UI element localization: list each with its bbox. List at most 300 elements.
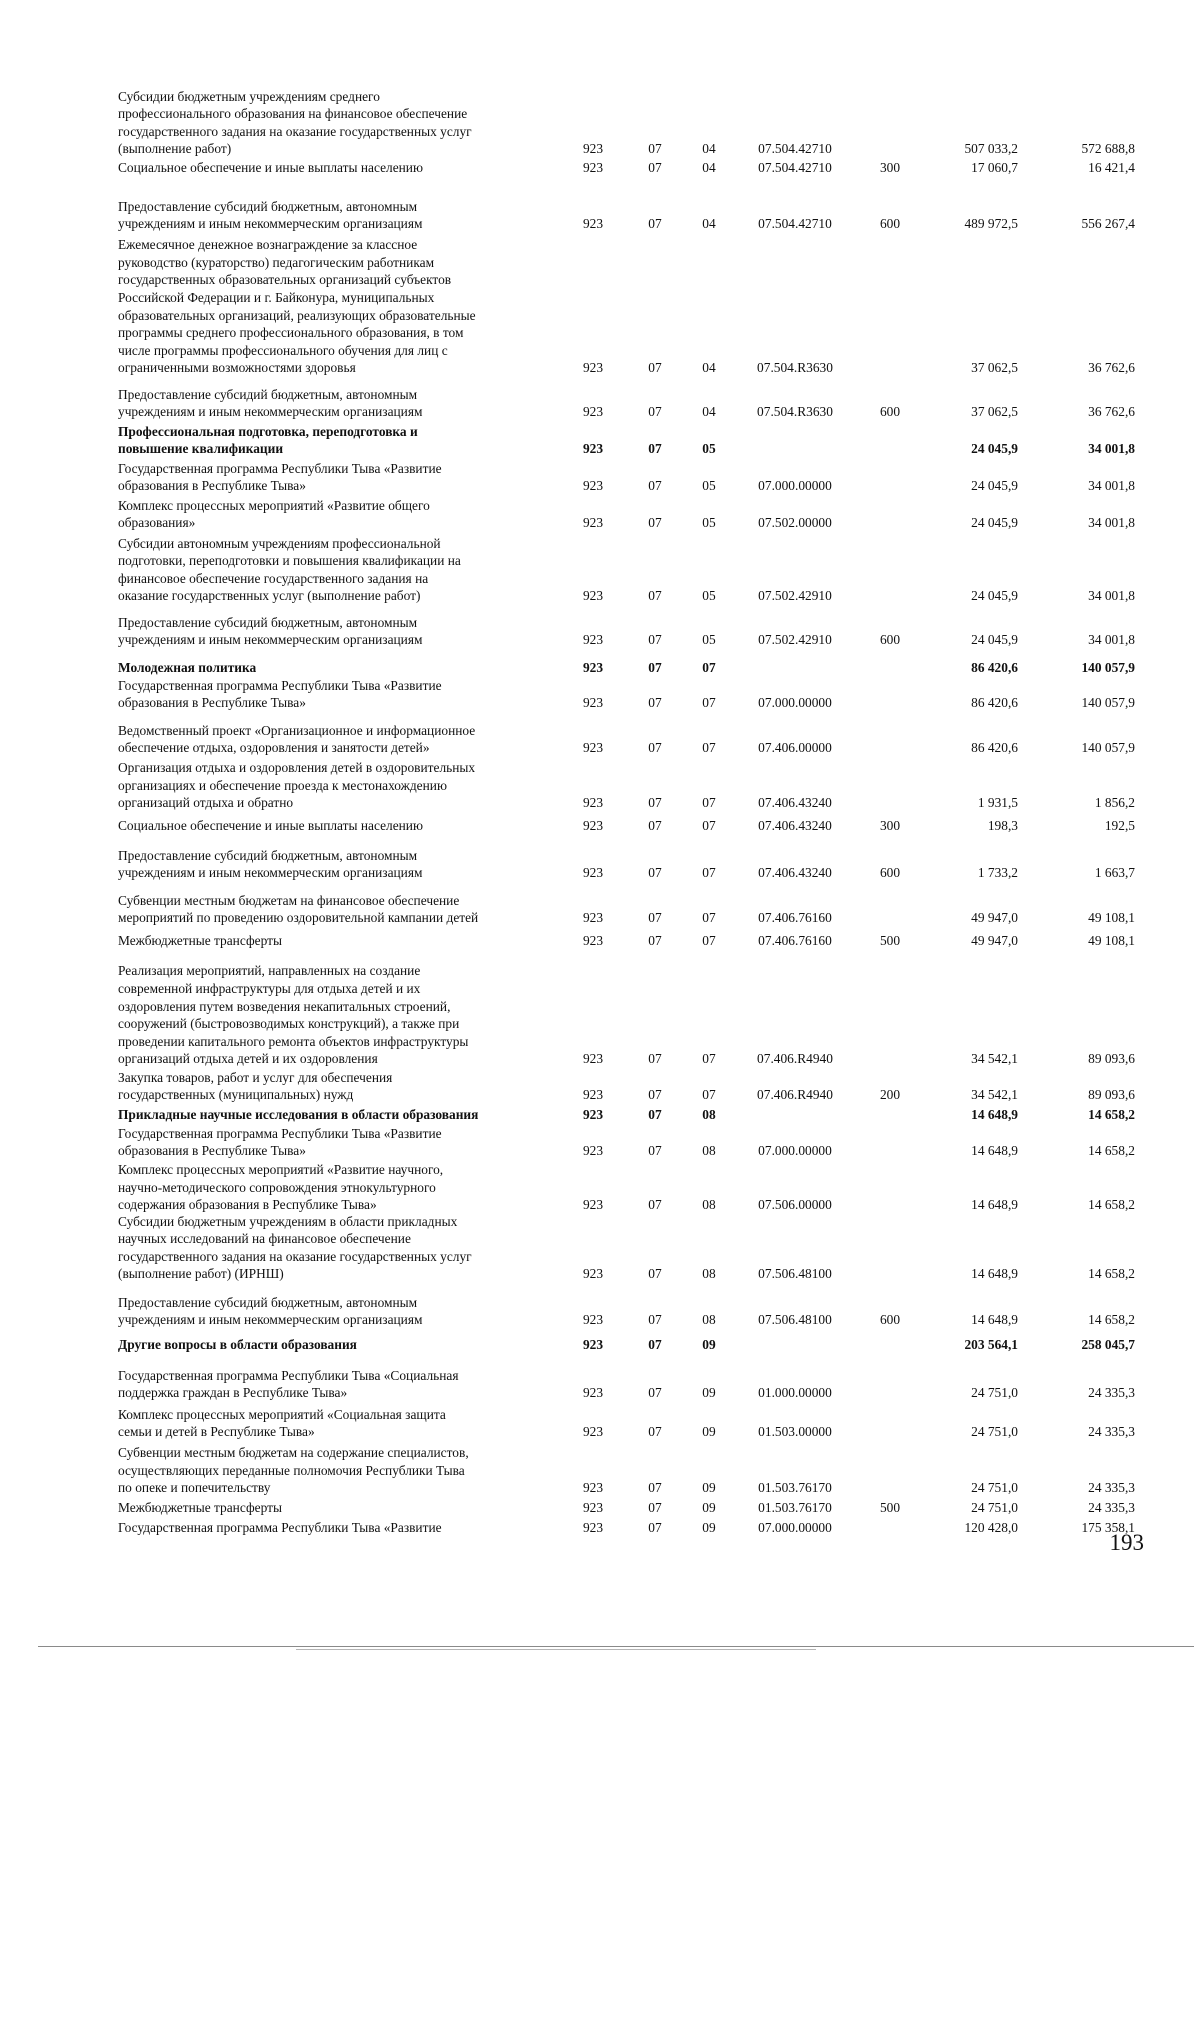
row-name	[118, 962, 546, 1068]
amount-year-1: 86 420,6	[971, 660, 1018, 676]
ved-code: 923	[582, 1337, 604, 1353]
ved-code: 923	[582, 1480, 604, 1496]
table-row	[0, 1497, 1200, 1517]
expense-type-code: 600	[879, 1312, 901, 1328]
target-article-code: 01.503.00000	[758, 1424, 832, 1440]
amount-year-2: 192,5	[1104, 818, 1135, 834]
amount-year-1: 34 542,1	[971, 1087, 1018, 1103]
amount-year-2: 34 001,8	[1088, 588, 1135, 604]
row-name-line: Комплекс процессных мероприятий «Развитие научного,	[118, 1162, 444, 1178]
row-name-line: организаций отдыха и обратно	[118, 795, 294, 811]
row-name-line: ограниченными возможностями здоровья	[118, 360, 356, 376]
row-name-line: Профессиональная подготовка, переподготовка и	[118, 423, 418, 439]
row-name-line: государственных образовательных организаций субъектов	[118, 272, 452, 288]
ved-code: 923	[582, 740, 604, 756]
section-code: 07	[648, 1520, 662, 1536]
target-article-code: 07.406.43240	[758, 865, 832, 881]
amount-year-2: 1 663,7	[1094, 865, 1135, 881]
section-code: 07	[648, 1087, 662, 1103]
amount-year-2: 14 658,2	[1088, 1107, 1135, 1123]
row-name	[118, 722, 546, 757]
table-row	[0, 237, 1200, 377]
amount-year-1: 49 947,0	[971, 933, 1018, 949]
row-name-line: Субсидии бюджетным учреждениям в области прикладных	[118, 1213, 458, 1229]
table-row	[0, 1125, 1200, 1160]
table-row	[0, 1406, 1200, 1441]
subsection-code: 07	[702, 910, 716, 926]
ved-code: 923	[582, 216, 604, 232]
expense-type-code: 500	[879, 933, 901, 949]
section-code: 07	[648, 478, 662, 494]
subsection-code: 09	[702, 1500, 716, 1516]
section-code: 07	[648, 1143, 662, 1159]
row-name-line: финансовое обеспечение государственного задания на	[118, 570, 429, 586]
row-name-line: Ежемесячное денежное вознаграждение за классное	[118, 237, 418, 253]
target-article-code: 07.506.48100	[758, 1266, 832, 1282]
amount-year-1: 24 751,0	[971, 1480, 1018, 1496]
row-name-line: учреждениям и иным некоммерческим организациям	[118, 404, 423, 420]
row-name	[118, 159, 546, 177]
amount-year-2: 175 358,1	[1081, 1520, 1135, 1536]
table-row	[0, 847, 1200, 882]
section-code: 07	[648, 660, 662, 676]
table-row	[0, 1162, 1200, 1214]
target-article-code: 07.000.00000	[758, 1520, 832, 1536]
subsection-code: 07	[702, 795, 716, 811]
amount-year-2: 24 335,3	[1088, 1480, 1135, 1496]
section-code: 07	[648, 933, 662, 949]
row-name-line: оказание государственных услуг (выполнение работ)	[118, 588, 421, 604]
row-name-line: образования в Республике Тыва»	[118, 478, 306, 494]
ved-code: 923	[582, 818, 604, 834]
subsection-code: 09	[702, 1337, 716, 1353]
subsection-code: 05	[702, 588, 716, 604]
amount-year-2: 34 001,8	[1088, 515, 1135, 531]
section-code: 07	[648, 1424, 662, 1440]
table-row	[0, 892, 1200, 927]
section-code: 07	[648, 632, 662, 648]
ved-code: 923	[582, 1520, 604, 1536]
ved-code: 923	[582, 1051, 604, 1067]
amount-year-1: 37 062,5	[971, 360, 1018, 376]
row-name-line: оздоровления путем возведения некапитальных строений,	[118, 998, 451, 1014]
ved-code: 923	[582, 660, 604, 676]
ved-code: 923	[582, 865, 604, 881]
ved-code: 923	[582, 695, 604, 711]
amount-year-1: 24 045,9	[971, 441, 1018, 457]
amount-year-2: 14 658,2	[1088, 1197, 1135, 1213]
subsection-code: 08	[702, 1197, 716, 1213]
amount-year-2: 49 108,1	[1088, 910, 1135, 926]
ved-code: 923	[582, 1087, 604, 1103]
amount-year-2: 34 001,8	[1088, 441, 1135, 457]
row-name	[118, 817, 546, 835]
row-name-line: руководство (кураторство) педагогическим работникам	[118, 254, 435, 270]
subsection-code: 07	[702, 933, 716, 949]
row-name-line: государственного задания на оказание государственных услуг	[118, 123, 472, 139]
table-row	[0, 677, 1200, 712]
page-bottom-line	[38, 1646, 1194, 1647]
table-row	[0, 535, 1200, 605]
ved-code: 923	[582, 160, 604, 176]
table-row	[0, 657, 1200, 677]
target-article-code: 07.406.43240	[758, 818, 832, 834]
row-name	[118, 1336, 546, 1354]
row-name	[118, 1519, 546, 1537]
amount-year-2: 14 658,2	[1088, 1143, 1135, 1159]
amount-year-1: 489 972,5	[964, 216, 1018, 232]
amount-year-1: 37 062,5	[971, 404, 1018, 420]
amount-year-1: 24 751,0	[971, 1500, 1018, 1516]
row-name	[118, 892, 546, 927]
subsection-code: 04	[702, 360, 716, 376]
row-name-line: Социальное обеспечение и иные выплаты населению	[118, 818, 423, 834]
target-article-code: 07.000.00000	[758, 1143, 832, 1159]
amount-year-2: 36 762,6	[1088, 360, 1135, 376]
table-row	[0, 1367, 1200, 1402]
subsection-code: 07	[702, 865, 716, 881]
ved-code: 923	[582, 141, 604, 157]
expense-type-code: 600	[879, 216, 901, 232]
expense-type-code: 500	[879, 1500, 901, 1516]
section-code: 07	[648, 360, 662, 376]
amount-year-2: 14 658,2	[1088, 1266, 1135, 1282]
row-name-line: профессионального образования на финансовое обеспечение	[118, 106, 468, 122]
subsection-code: 08	[702, 1266, 716, 1282]
expense-type-code: 300	[879, 818, 901, 834]
row-name	[118, 1161, 546, 1214]
amount-year-2: 140 057,9	[1081, 695, 1135, 711]
amount-year-1: 86 420,6	[971, 740, 1018, 756]
row-name	[118, 1125, 546, 1160]
subsection-code: 08	[702, 1143, 716, 1159]
amount-year-1: 34 542,1	[971, 1051, 1018, 1067]
subsection-code: 04	[702, 216, 716, 232]
row-name-line: Другие вопросы в области образования	[118, 1337, 357, 1353]
ved-code: 923	[582, 1312, 604, 1328]
table-row	[0, 930, 1200, 950]
amount-year-1: 49 947,0	[971, 910, 1018, 926]
row-name-line: учреждениям и иным некоммерческим организациям	[118, 216, 423, 232]
amount-year-1: 507 033,2	[964, 141, 1018, 157]
target-article-code: 07.506.48100	[758, 1312, 832, 1328]
row-name-line: учреждениям и иным некоммерческим организациям	[118, 865, 423, 881]
ved-code: 923	[582, 588, 604, 604]
subsection-code: 05	[702, 632, 716, 648]
row-name-line: современной инфраструктуры для отдыха детей и их	[118, 981, 421, 997]
row-name	[118, 1367, 546, 1402]
section-code: 07	[648, 795, 662, 811]
row-name-line: научных исследований на финансовое обеспечение	[118, 1231, 411, 1247]
row-name-line: Комплекс процессных мероприятий «Социальная защита	[118, 1406, 446, 1422]
row-name	[118, 236, 546, 377]
table-row	[0, 157, 1200, 177]
expense-type-code: 600	[879, 404, 901, 420]
expense-type-code: 300	[879, 160, 901, 176]
row-name-line: образования в Республике Тыва»	[118, 695, 306, 711]
target-article-code: 07.502.00000	[758, 515, 832, 531]
row-name-line: Закупка товаров, работ и услуг для обеспечения	[118, 1069, 393, 1085]
table-row	[0, 497, 1200, 532]
subsection-code: 07	[702, 818, 716, 834]
row-name-line: Межбюджетные трансферты	[118, 1500, 282, 1516]
target-article-code: 07.406.00000	[758, 740, 832, 756]
row-name	[118, 497, 546, 532]
amount-year-2: 556 267,4	[1081, 216, 1135, 232]
ved-code: 923	[582, 1424, 604, 1440]
amount-year-2: 49 108,1	[1088, 933, 1135, 949]
subsection-code: 07	[702, 1087, 716, 1103]
ved-code: 923	[582, 1500, 604, 1516]
ved-code: 923	[582, 515, 604, 531]
row-name-line: Предоставление субсидий бюджетным, автономным	[118, 1294, 418, 1310]
table-row	[0, 614, 1200, 649]
row-name-line: Субсидии бюджетным учреждениям среднего	[118, 88, 380, 104]
amount-year-1: 24 751,0	[971, 1385, 1018, 1401]
subsection-code: 07	[702, 1051, 716, 1067]
subsection-code: 09	[702, 1424, 716, 1440]
table-row	[0, 423, 1200, 458]
target-article-code: 07.504.42710	[758, 141, 832, 157]
target-article-code: 07.504.42710	[758, 160, 832, 176]
row-name-line: подготовки, переподготовки и повышения квалификации на	[118, 553, 461, 569]
amount-year-2: 258 045,7	[1081, 1337, 1135, 1353]
section-code: 07	[648, 160, 662, 176]
section-code: 07	[648, 404, 662, 420]
section-code: 07	[648, 141, 662, 157]
row-name	[118, 535, 546, 605]
ved-code: 923	[582, 933, 604, 949]
row-name-line: Межбюджетные трансферты	[118, 933, 282, 949]
row-name-line: Организация отдыха и оздоровления детей в оздоровительных	[118, 760, 476, 776]
row-name-line: обеспечение отдыха, оздоровления и занятости детей»	[118, 740, 430, 756]
row-name-line: образования»	[118, 515, 196, 531]
row-name-line: повышение квалификации	[118, 441, 284, 457]
row-name-line: Государственная программа Республики Тыва «Развитие	[118, 677, 442, 693]
ved-code: 923	[582, 910, 604, 926]
expense-type-code: 600	[879, 865, 901, 881]
amount-year-1: 14 648,9	[971, 1143, 1018, 1159]
row-name-line: государственных (муниципальных) нужд	[118, 1087, 354, 1103]
section-code: 07	[648, 1107, 662, 1123]
row-name	[118, 198, 546, 233]
row-name-line: государственного задания на оказание государственных услуг	[118, 1248, 472, 1264]
amount-year-1: 14 648,9	[971, 1266, 1018, 1282]
target-article-code: 07.000.00000	[758, 478, 832, 494]
row-name	[118, 460, 546, 495]
row-name-line: Ведомственный проект «Организационное и информационное	[118, 722, 476, 738]
row-name-line: мероприятий по проведению оздоровительной кампании детей	[118, 910, 479, 926]
row-name-line: Государственная программа Республики Тыва «Развитие	[118, 460, 442, 476]
table-row	[0, 1517, 1200, 1537]
subsection-code: 07	[702, 660, 716, 676]
amount-year-2: 34 001,8	[1088, 478, 1135, 494]
amount-year-2: 140 057,9	[1081, 740, 1135, 756]
subsection-code: 04	[702, 160, 716, 176]
subsection-code: 09	[702, 1520, 716, 1536]
ved-code: 923	[582, 404, 604, 420]
amount-year-2: 14 658,2	[1088, 1312, 1135, 1328]
section-code: 07	[648, 441, 662, 457]
row-name-line: содержания образования в Республике Тыва»	[118, 1197, 377, 1213]
target-article-code: 07.506.00000	[758, 1197, 832, 1213]
amount-year-1: 1 931,5	[977, 795, 1018, 811]
subsection-code: 05	[702, 478, 716, 494]
row-name	[118, 847, 546, 882]
row-name-line: семьи и детей в Республике Тыва»	[118, 1424, 315, 1440]
section-code: 07	[648, 1197, 662, 1213]
row-name	[118, 614, 546, 649]
row-name-line: Предоставление субсидий бюджетным, автономным	[118, 386, 418, 402]
row-name-line: организаций отдыха детей и их оздоровления	[118, 1051, 378, 1067]
row-name	[118, 1444, 546, 1497]
row-name-line: Государственная программа Республики Тыва «Развитие	[118, 1520, 442, 1536]
row-name-line: Прикладные научные исследования в области образования	[118, 1107, 479, 1123]
target-article-code: 07.406.R4940	[757, 1087, 833, 1103]
amount-year-1: 24 045,9	[971, 478, 1018, 494]
target-article-code: 07.502.42910	[758, 588, 832, 604]
ved-code: 923	[582, 1197, 604, 1213]
target-article-code: 07.406.76160	[758, 933, 832, 949]
row-name-line: числе программы профессионального обучения для лиц с	[118, 342, 448, 358]
row-name	[118, 659, 546, 677]
row-name-line: (выполнение работ) (ИРНШ)	[118, 1266, 284, 1282]
row-name	[118, 759, 546, 812]
section-code: 07	[648, 1480, 662, 1496]
ved-code: 923	[582, 1385, 604, 1401]
section-code: 07	[648, 1500, 662, 1516]
section-code: 07	[648, 1337, 662, 1353]
subsection-code: 04	[702, 404, 716, 420]
subsection-code: 07	[702, 695, 716, 711]
row-name-line: учреждениям и иным некоммерческим организациям	[118, 1312, 423, 1328]
amount-year-2: 16 421,4	[1088, 160, 1135, 176]
ved-code: 923	[582, 360, 604, 376]
section-code: 07	[648, 1051, 662, 1067]
ved-code: 923	[582, 478, 604, 494]
amount-year-1: 86 420,6	[971, 695, 1018, 711]
row-name-line: Государственная программа Республики Тыва «Социальная	[118, 1367, 459, 1383]
row-name-line: Реализация мероприятий, направленных на создание	[118, 963, 421, 979]
subsection-code: 05	[702, 441, 716, 457]
subsection-code: 08	[702, 1312, 716, 1328]
amount-year-1: 14 648,9	[971, 1312, 1018, 1328]
row-name-line: Российской Федерации и г. Байконура, муниципальных	[118, 290, 435, 306]
ved-code: 923	[582, 795, 604, 811]
row-name-line: проведении капитального ремонта объектов инфраструктуры	[118, 1033, 469, 1049]
target-article-code: 01.000.00000	[758, 1385, 832, 1401]
amount-year-1: 17 060,7	[971, 160, 1018, 176]
expense-type-code: 200	[879, 1087, 901, 1103]
row-name	[118, 1106, 546, 1124]
amount-year-1: 24 045,9	[971, 588, 1018, 604]
amount-year-1: 24 045,9	[971, 515, 1018, 531]
row-name-line: организациях и обеспечение проезда к местонахождению	[118, 777, 447, 793]
target-article-code: 01.503.76170	[758, 1480, 832, 1496]
target-article-code: 07.504.R3630	[757, 360, 833, 376]
row-name-line: Социальное обеспечение и иные выплаты населению	[118, 160, 423, 176]
row-name-line: Комплекс процессных мероприятий «Развитие общего	[118, 497, 430, 513]
amount-year-2: 1 856,2	[1094, 795, 1135, 811]
row-name	[118, 386, 546, 421]
row-name	[118, 88, 546, 158]
target-article-code: 07.504.42710	[758, 216, 832, 232]
table-row	[0, 1334, 1200, 1354]
table-row	[0, 1069, 1200, 1104]
amount-year-1: 14 648,9	[971, 1107, 1018, 1123]
section-code: 07	[648, 865, 662, 881]
row-name-line: (выполнение работ)	[118, 141, 232, 157]
table-row	[0, 1294, 1200, 1329]
row-name	[118, 1499, 546, 1517]
expense-type-code: 600	[879, 632, 901, 648]
table-row	[0, 88, 1200, 158]
ved-code: 923	[582, 1143, 604, 1159]
subsection-code: 09	[702, 1385, 716, 1401]
table-row	[0, 815, 1200, 835]
amount-year-1: 14 648,9	[971, 1197, 1018, 1213]
amount-year-1: 120 428,0	[964, 1520, 1018, 1536]
row-name	[118, 1294, 546, 1329]
row-name-line: Субсидии автономным учреждениям профессиональной	[118, 535, 441, 551]
amount-year-2: 24 335,3	[1088, 1424, 1135, 1440]
row-name	[118, 423, 546, 458]
subsection-code: 04	[702, 141, 716, 157]
row-name	[118, 1406, 546, 1441]
target-article-code: 07.406.76160	[758, 910, 832, 926]
amount-year-1: 203 564,1	[964, 1337, 1018, 1353]
table-row	[0, 1213, 1200, 1283]
row-name-line: Молодежная политика	[118, 660, 257, 676]
row-name-line: Предоставление субсидий бюджетным, автономным	[118, 847, 418, 863]
page-bottom-line-faint	[296, 1649, 816, 1650]
row-name-line: Субвенции местным бюджетам на финансовое обеспечение	[118, 892, 460, 908]
section-code: 07	[648, 515, 662, 531]
amount-year-2: 89 093,6	[1088, 1051, 1135, 1067]
target-article-code: 01.503.76170	[758, 1500, 832, 1516]
section-code: 07	[648, 1266, 662, 1282]
row-name-line: образования в Республике Тыва»	[118, 1143, 306, 1159]
page-number: 193	[1109, 1530, 1144, 1555]
ved-code: 923	[582, 1266, 604, 1282]
row-name-line: сооружений (быстровозводимых конструкций), а также при	[118, 1016, 460, 1032]
target-article-code: 07.502.42910	[758, 632, 832, 648]
row-name	[118, 932, 546, 950]
subsection-code: 07	[702, 740, 716, 756]
amount-year-1: 198,3	[987, 818, 1018, 834]
section-code: 07	[648, 588, 662, 604]
subsection-code: 09	[702, 1480, 716, 1496]
target-article-code: 07.504.R3630	[757, 404, 833, 420]
section-code: 07	[648, 1312, 662, 1328]
section-code: 07	[648, 1385, 662, 1401]
row-name-line: Предоставление субсидий бюджетным, автономным	[118, 614, 418, 630]
row-name-line: образовательных организаций, реализующих образовательные	[118, 307, 476, 323]
amount-year-1: 1 733,2	[977, 865, 1018, 881]
subsection-code: 08	[702, 1107, 716, 1123]
amount-year-2: 140 057,9	[1081, 660, 1135, 676]
amount-year-2: 24 335,3	[1088, 1500, 1135, 1516]
row-name-line: научно-методического сопровождения этнокультурного	[118, 1179, 436, 1195]
row-name-line: осуществляющих переданные полномочия Республики Тыва	[118, 1462, 465, 1478]
row-name	[118, 1213, 546, 1283]
target-article-code: 07.000.00000	[758, 695, 832, 711]
table-row	[0, 722, 1200, 757]
ved-code: 923	[582, 441, 604, 457]
table-row	[0, 386, 1200, 421]
row-name-line: Субвенции местным бюджетам на содержание специалистов,	[118, 1445, 469, 1461]
ved-code: 923	[582, 1107, 604, 1123]
